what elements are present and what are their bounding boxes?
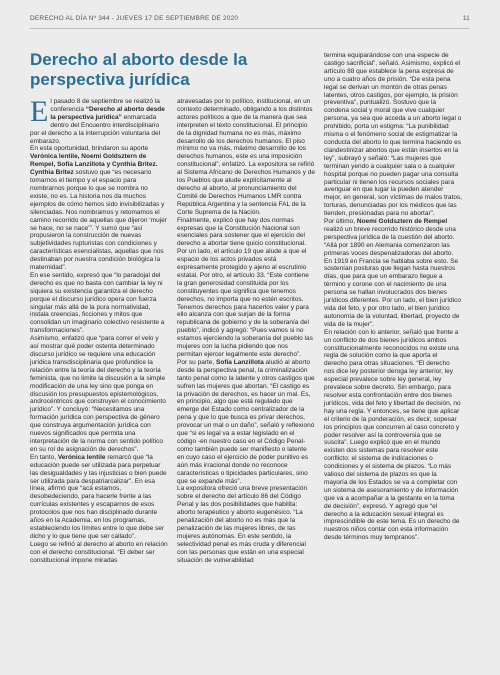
text-run: Por su parte, <box>177 358 217 366</box>
text-run: enmarcada dentro del Encuentro interdisciplinario por el derecho a la interrupción voluntaria del embarazo. <box>30 113 161 145</box>
bold-run: Noemí Goldsztern de Rempel <box>356 218 448 226</box>
page-number: 11 <box>462 15 470 22</box>
text-run: Asimismo, enfatizó que “para correr el velo y así mostrar qué poder ostenta determinado discurso jurídico se requiere una educación jurídica transdisciplinaria que profundice la relación entre la teoría del derecho y la teoría feminista, que no limite la discusión a la simple modificación de una ley sino que ponga en discusión los presupuestos epistemológicos, androcéntricos que construyen el conocimiento jurídico”. Y concluyó: “Necesitamos una formación jurídica con perspectiva de género que construya argumentación jurídica con nuevos significados que permita una interpretación de la norma con sentido político en su rol de asignación de derechos”. <box>30 335 166 453</box>
drop-cap: E <box>30 95 49 128</box>
text-run: En tanto, <box>30 453 58 461</box>
column-1-body <box>30 95 168 564</box>
text-run: sostuvo que “es necesario tomarnos el tiempo y el espacio para nombrarnos porque lo que se nombra no existe, no es. La historia nos da muchos ejemplos de cómo hemos sido invisibilizadas y silenciadas. Nos nombramos y retomamos el camino recorrido de aquellas que dijeron ‘mujer se hace, no se nace’”. Y sumó que “así propusieron la construcción de nuevas subjetividades rupturistas con condiciones y características esencialistas, aquellas que nos destinaban por nuestra condición biológica la maternidad”. <box>30 169 167 272</box>
text-run: En ese sentido, expresó que “lo paradojal del derecho es que no basta con cambiar la ley ni siquiera su existencia garantiza el derecho porque el discurso jurídico opera con fuerza singular más allá de la pura normatividad, instala creencias, ficciones y mitos que consolidan un imaginario colectivo resistente a transformaciones”. <box>30 271 165 335</box>
text-run: atravesadas por lo político, institucional, en un contexto determinado, obligando a los distintos actores políticos a que de la manera que sea interpreten el texto constitucional. El principio de la dignidad humana no es más, máximo desarrollo de los derechos humanos. El piso mínimo no va más, máximo desarrollo de los derechos humanos, este es una imposición constitucional”, enfatizó. La expositora se refirió al Sistema Africano de Derechos Humanos y de los Pueblos que alude explícitamente al derecho al aborto, al pronunciamiento del Comité de Derechos Humanos LMR contra República Argentina y la sentencia FAL de la Corte Suprema de la Nación. <box>177 98 316 216</box>
text-run: aludió al aborto desde la perspectiva penal, la criminalización tanto penal como la latente y otros castigos que sufren las mujeres que abortan. “El castigo es la privación de derechos, es hacer un mal. Es, en principio, algo que está regulado que emerge del Estado como centralizador de la pena y que lo que busca es privar derechos, provocar un mal o un daño”, señaló y reflexionó que “si es legal va a estar legislado en el código -en nuestro caso en el Código Penal- como también puede ser manifiesto o latente en cuyo caso el ejercicio de poder punitivo es aún más irracional donde no reconoce características o tipicidades particulares, sino que se expande más”. <box>177 358 315 485</box>
text-run: realizó un breve recorrido histórico desde una perspectiva jurídica de la cuestión del aborto. “Allá por 1890 en Alemania comenzaron las primeras voces despenalizadoras del aborto. En 1919 en Francia se hablaba sobre esto. Se sostenían posturas que llegan hasta nuestros días, que para que un embarazo llegue a término y corone con el nacimiento de una persona se hallan involucrados dos bienes jurídicos diferentes. Por un lado, el bien jurídico vida del feto, y por otro lado, el bien jurídico autonomía de la voluntad, libertad, proyecto de vida de la mujer”. <box>324 225 461 328</box>
header-divider <box>30 28 470 29</box>
text-run: l pasado 8 de septiembre se realizó la conferencia <box>50 98 160 113</box>
text-column-1 <box>30 95 168 564</box>
bold-run: “Derecho al aborto desde la perspectiva jurídica” <box>50 105 165 121</box>
text-run: remarcó que “la educación puede ser utilizada para perpetuar las desigualdades y las injusticias o bien puede ser utilizada para despatriarcalizar”. En esa línea, afirmó que “acá estamos, desobedeciendo, para hacerle frente a las currículas existentes y escaparnos de esos protocolos que nos han disciplinado durante años en la Academia, en los programas, estableciendo los límites entre lo que debe ser dicho y lo que tiene que ser callado”. <box>30 453 167 540</box>
text-column-3 <box>324 52 462 542</box>
bold-run: Sofía Lanzillota <box>216 358 264 366</box>
text-run: La expositora ofreció una breve presentación sobre el derecho del artículo 86 del Código Penal y las dos posibilidades que habilita: aborto terapéutico y aborto eugenésico. “La penalización del aborto no es más que la penalización de las mujeres libres, de las mujeres autónomas. En este sentido, la selectividad penal es más cruda y diferencial con las personas que están en una especial situación de vulnerabilidad <box>177 485 308 564</box>
text-run: En esta oportunidad, brindaron su aporte <box>30 145 149 153</box>
publication-line: DERECHO AL DÍA Nº 344 - JUEVES 17 DE SEPTIEMBRE DE 2020 <box>30 15 239 22</box>
text-run: Por último, <box>324 218 357 226</box>
text-column-2 <box>177 98 315 564</box>
text-run: termina equiparándose con una especie de castigo sacrificial”, señaló. Asimismo, explicó el artículo 88 que establece la pena expresa de uno a cuatro años de prisión. “De esta pena legal se derivan un montón de otras penas latentes, otros castigos, por ejemplo, la prisión preventiva”, puntualizó. Sostuvo que la condena social y moral que vive cualquier persona, ya sea que acceda a un aborto legal o prohibido, porta un estigma: “La punibilidad misma o el fenómeno social de estigmatizar la conducta del aborto lo que termina haciendo es clandestinizar abortos que están insertos en la ley”, subrayó y señaló: “Las mujeres que terminan yendo a cualquier sala o a cualquier hospital porque no pueden pagar una consulta particular ni tienen los recursos sociales para averiguar en que lugar la pueden atender mejor, en general, son víctimas de malos tratos, torturas, denunciadas por los médicos que las tienden, presionadas para no abortar”. <box>324 52 463 218</box>
page-header <box>30 15 470 27</box>
bold-run: Verónica Ientile, Noemí Goldsztern de Rempel, Sofía Lanzillota y Cynthia Britez. Cynthia Britez <box>30 153 158 177</box>
column-3-body <box>324 52 462 542</box>
column-2-body <box>177 98 315 564</box>
text-run: Finalmente, explicó que hay dos normas expresas que la Constitución Nacional son esenciales para sostener que el ejercicio del derecho a abortar tiene quicio constitucional. Por un lado, el artículo 19 que alude a que el espacio de los actos privados está expresamente protegido y ajeno al escrutinio estatal. Por otro, el artículo 33. “Este contiene la gran generosidad constituida por los constituyentes que significa que tenemos derechos, no importa que no estén escritos. Tenemos derechos para hacerlos valer y para ello alcanza con que surjan de la forma republicana de gobierno y de la soberanía del pueblo”, indicó y agregó: “Pues vamos si no estamos ejerciendo la soberanía del pueblo las mujeres con la lucha pidiendo que nos permitan ejercer legalmente este derecho”. <box>177 216 313 358</box>
text-run: En relación con lo anterior, señaló que frente a un conflicto de dos bienes jurídicos ambos constitucionalmente reconocidos no existe una regla de solución como la que aporta el derecho para otras situaciones. “El derecho nos dice ley posterior deroga ley anterior, ley especial prevalece sobre ley general, ley prevalece sobre decreto. Sin embargo, para resolver esta confrontación entre dos bienes jurídicos, vida del feto y libertad de decisión, no hay una regla. Y entonces, se tiene que aplicar el criterio de la ponderación, es decir, sopesar los principios que concurren al caso concreto y poder resolver así la controversia que se suscita”. Luego explicó que en el mundo existen dos sistemas para resolver este conflicto: el sistema de indicaciones o condiciones y el sistema de plazos. “Lo más valioso del sistema de plazos es que la mayoría de los Estados se va a completar con un sistema de asesoramiento y de información que va a acompañar a la gestante en la toma de decisión”, expresó. Y agregó que “el derecho a la educación sexual integral es imprescindible de este tema. Es un derecho de nuestros niños contar con esta información desde términos muy tempranos”. <box>324 328 461 542</box>
bold-run: Verónica Ientile <box>57 453 106 461</box>
text-run: Luego se refirió al derecho al aborto en relación con el derecho constitucional. “El deber ser constitucional impone miradas <box>30 540 168 564</box>
article-title: Derecho al aborto desde la perspectiva jurídica <box>30 50 248 89</box>
